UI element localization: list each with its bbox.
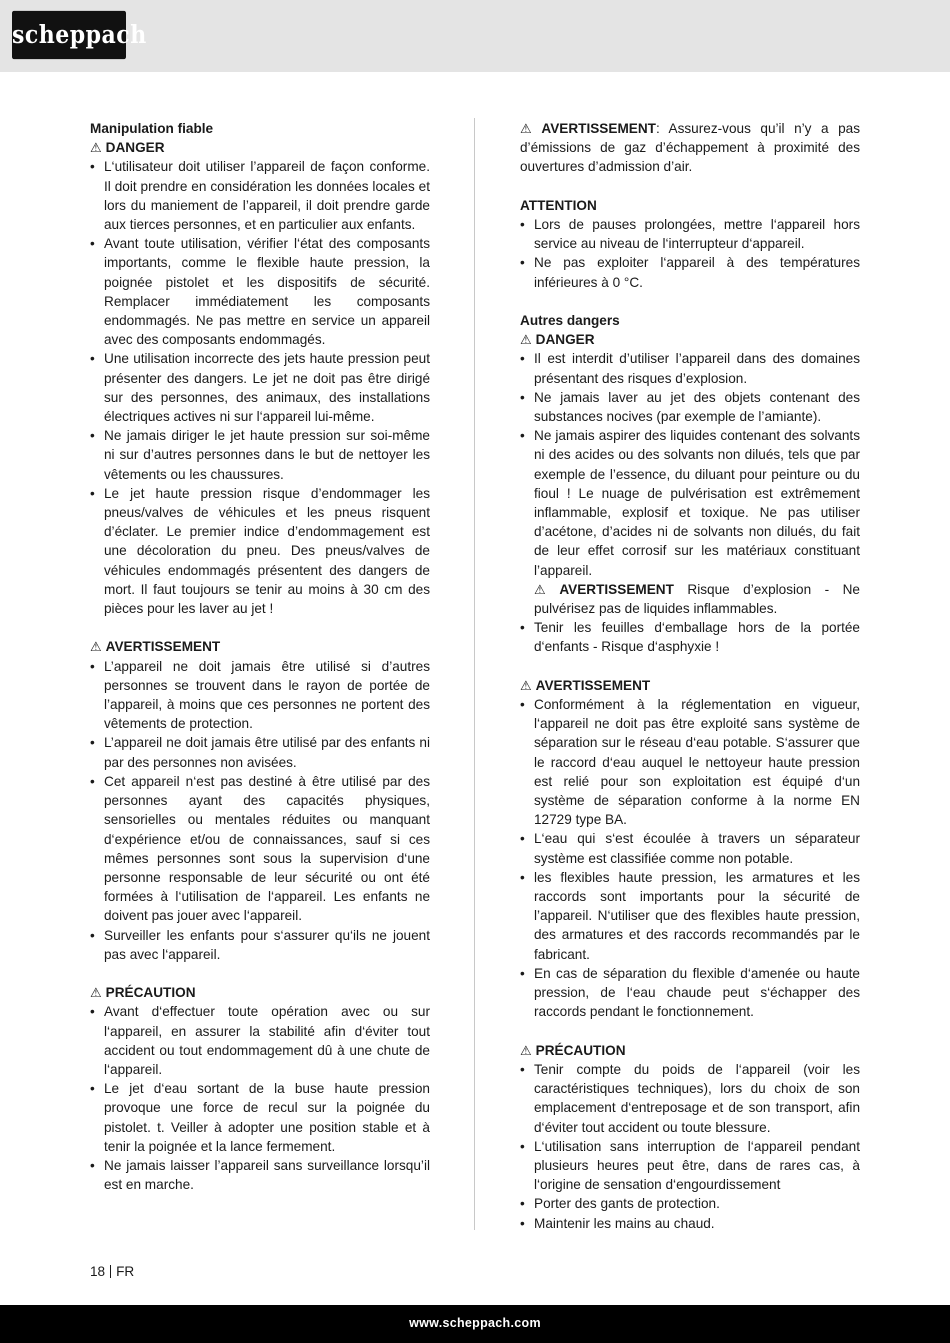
list-item: • Lors de pauses prolongées, mettre l‘appareil hors service au niveau de l‘interrupteur d‘appareil. [520, 215, 860, 253]
list-item: • Le jet haute pression risque d’endommager les pneus/valves de véhicules et les pneus risquent d’éclater. Le premier indice d’endommagement est une décoloration du pneu. Des pneus/valves de véhicules endommagés présentent des dangers de mort. Il faut toujours se tenir au moins à 30 cm des pièces pour les laver au jet ! [90, 484, 430, 618]
precaution-list [90, 1002, 430, 1194]
list-item: • L’appareil ne doit jamais être utilisé si d’autres personnes se trouvent dans le rayon de portée de l’appareil, à moins que ces personnes ne portent des vêtements de protection. [90, 657, 430, 734]
list-item: • Porter des gants de protection. [520, 1194, 860, 1213]
left-column [90, 119, 430, 1194]
warning-triangle-icon: ⚠ [520, 332, 532, 348]
explosion-warning: ⚠ AVERTISSEMENT Risque d’explosion - Ne pulvérisez pas de liquides inflammables. [534, 581, 860, 617]
list-item: • Ne jamais aspirer des liquides contenant des solvants ni des acides ou des solvants non dilués, tels que par exemple de l’essence, du diluant pour peinture ou du fioul ! Le nuage de pulvérisation est extrêmement inflammable, explosif et toxique. Ne pas utiliser d’acétone, d’acides ni de solvants non dilués, du fait de leur effet corrosif sur les matériaux constituant l’appareil. [520, 426, 860, 580]
header-band [0, 0, 950, 72]
avertissement-heading: ⚠ AVERTISSEMENT [520, 677, 651, 693]
avertissement-heading: ⚠ AVERTISSEMENT [90, 639, 221, 655]
list-item: • Avant toute utilisation, vérifier l‘état des composants importants, comme le flexible haute pression, la poignée pistolet et les dispositifs de sécurité. Remplacer immédiatement les composants endommagés. Ne pas mettre en service un appareil avec des composants endommagés. [90, 234, 430, 349]
warning-triangle-icon: ⚠ [90, 140, 102, 156]
danger-list [90, 157, 430, 618]
list-item: • Tenir les feuilles d‘emballage hors de la portée d‘enfants - Risque d‘asphyxie ! [520, 618, 860, 656]
autres-danger-list-cont [520, 618, 860, 656]
list-item: • Conformément à la réglementation en vigueur, l‘appareil ne doit pas être exploité sans système de séparation sur le réseau d‘eau potable. S‘assurer que le raccord d‘eau auquel le nettoyeur haute pression est relié pour son exploitation est équipé d‘un système de séparation conforme à la norme EN 12729 type BA. [520, 695, 860, 829]
warning-triangle-icon: ⚠ [90, 985, 102, 1001]
warning-triangle-icon: ⚠ [520, 121, 538, 136]
list-item: • les flexibles haute pression, les armatures et les raccords sont importants pour la sécurité de l’appareil. N‘utiliser que des flexibles haute pression, des armatures et des raccords recommandés par le fabricant. [520, 868, 860, 964]
list-item: • L’appareil ne doit jamais être utilisé par des enfants ni par des personnes non avisées. [90, 733, 430, 771]
warning-triangle-icon: ⚠ [520, 677, 532, 693]
attention-list [520, 215, 860, 292]
precaution-heading: ⚠ PRÉCAUTION [90, 985, 196, 1001]
list-item: • Maintenir les mains au chaud. [520, 1214, 860, 1233]
column-divider [474, 118, 475, 1230]
list-item: • L‘eau qui s‘est écoulée à travers un séparateur système est classifiée comme non potable. [520, 829, 860, 867]
list-item: • Ne pas exploiter l‘appareil à des températures inférieures à 0 °C. [520, 253, 860, 291]
list-item: • Surveiller les enfants pour s‘assurer qu‘ils ne jouent pas avec l‘appareil. [90, 926, 430, 964]
precaution-heading: ⚠ PRÉCAUTION [520, 1042, 626, 1058]
avertissement-list [90, 657, 430, 964]
section-title-manipulation: Manipulation fiable [90, 121, 214, 136]
list-item: • Ne jamais laisser l’appareil sans surveillance lorsqu’il est en marche. [90, 1156, 430, 1194]
warning-triangle-icon: ⚠ [90, 639, 102, 655]
section-title-autres-dangers: Autres dangers [520, 313, 620, 328]
footer-band [0, 1305, 950, 1343]
danger-heading: ⚠ DANGER [520, 332, 595, 348]
attention-heading: ATTENTION [520, 197, 597, 213]
list-item: • L‘utilisation sans interruption de l‘appareil pendant plusieurs heures peut être, dans de rares cas, à l‘origine de sensation d‘engourdissement [520, 1137, 860, 1195]
list-item: • Avant d‘effectuer toute opération avec ou sur l‘appareil, en assurer la stabilité afin d‘éviter tout accident ou tout endommagement dû à une chute de l‘appareil. [90, 1002, 430, 1079]
list-item: • Ne jamais laver au jet des objets contenant des substances nocives (par exemple de l’amiante). [520, 388, 860, 426]
scheppach-logo: scheppach [12, 11, 126, 59]
autres-danger-list [520, 349, 860, 579]
list-item: • Ne jamais diriger le jet haute pression sur soi-même ni sur d’autres personnes dans le but de nettoyer les vêtements ou les chaussures. [90, 426, 430, 484]
list-item: • Cet appareil n‘est pas destiné à être utilisé par des personnes ayant des capacités physiques, sensorielles ou mentales réduites ou manquant d‘expérience et/ou de connaissances, sauf si ces mêmes personnes sont sous la supervision d‘une personne responsable de leur sécurité ou ont été formées à l‘utilisation de l‘appareil. Les enfants ne doivent pas jouer avec l‘appareil. [90, 772, 430, 926]
list-item: • Une utilisation incorrecte des jets haute pression peut présenter des dangers. Le jet ne doit pas être dirigé sur des personnes, des animaux, des installations électriques actives ni sur l‘appareil lui-même. [90, 349, 430, 426]
exhaust-warning: ⚠ AVERTISSEMENT: Assurez-vous qu’il n’y a pas d’émissions de gaz d’échappement à proximité des ouvertures d’admission d’air. [520, 121, 860, 175]
list-item: • Le jet d‘eau sortant de la buse haute pression provoque une force de recul sur la poignée du pistolet. t. Veiller à adopter une position stable et à tenir la poignée et la lance fermement. [90, 1079, 430, 1156]
avertissement-list [520, 695, 860, 1021]
precaution-list [520, 1060, 860, 1233]
warning-triangle-icon: ⚠ [520, 1042, 532, 1058]
warning-triangle-icon: ⚠ [534, 581, 556, 597]
danger-heading: ⚠ DANGER [90, 140, 165, 156]
list-item: • En cas de séparation du flexible d‘amenée ou haute pression, de l‘eau chaude peut s‘échapper des raccords pendant le fonctionnement. [520, 964, 860, 1022]
page-number: 18 FR [90, 1264, 135, 1279]
list-item: • Il est interdit d’utiliser l’appareil dans des domaines présentant des risques d’explosion. [520, 349, 860, 387]
list-item: • Tenir compte du poids de l‘appareil (voir les caractéristiques techniques), lors du choix de son emplacement d‘entreposage et de son transport, afin d‘éviter tout accident ou toute blessure. [520, 1060, 860, 1137]
list-item: • L‘utilisateur doit utiliser l’appareil de façon conforme. Il doit prendre en considération les données locales et lors du maniement de l’appareil, il doit prendre garde aux tierces personnes, et en particulier aux enfants. [90, 157, 430, 234]
right-column [520, 119, 860, 1233]
website-url: www.scheppach.com [409, 1316, 541, 1330]
